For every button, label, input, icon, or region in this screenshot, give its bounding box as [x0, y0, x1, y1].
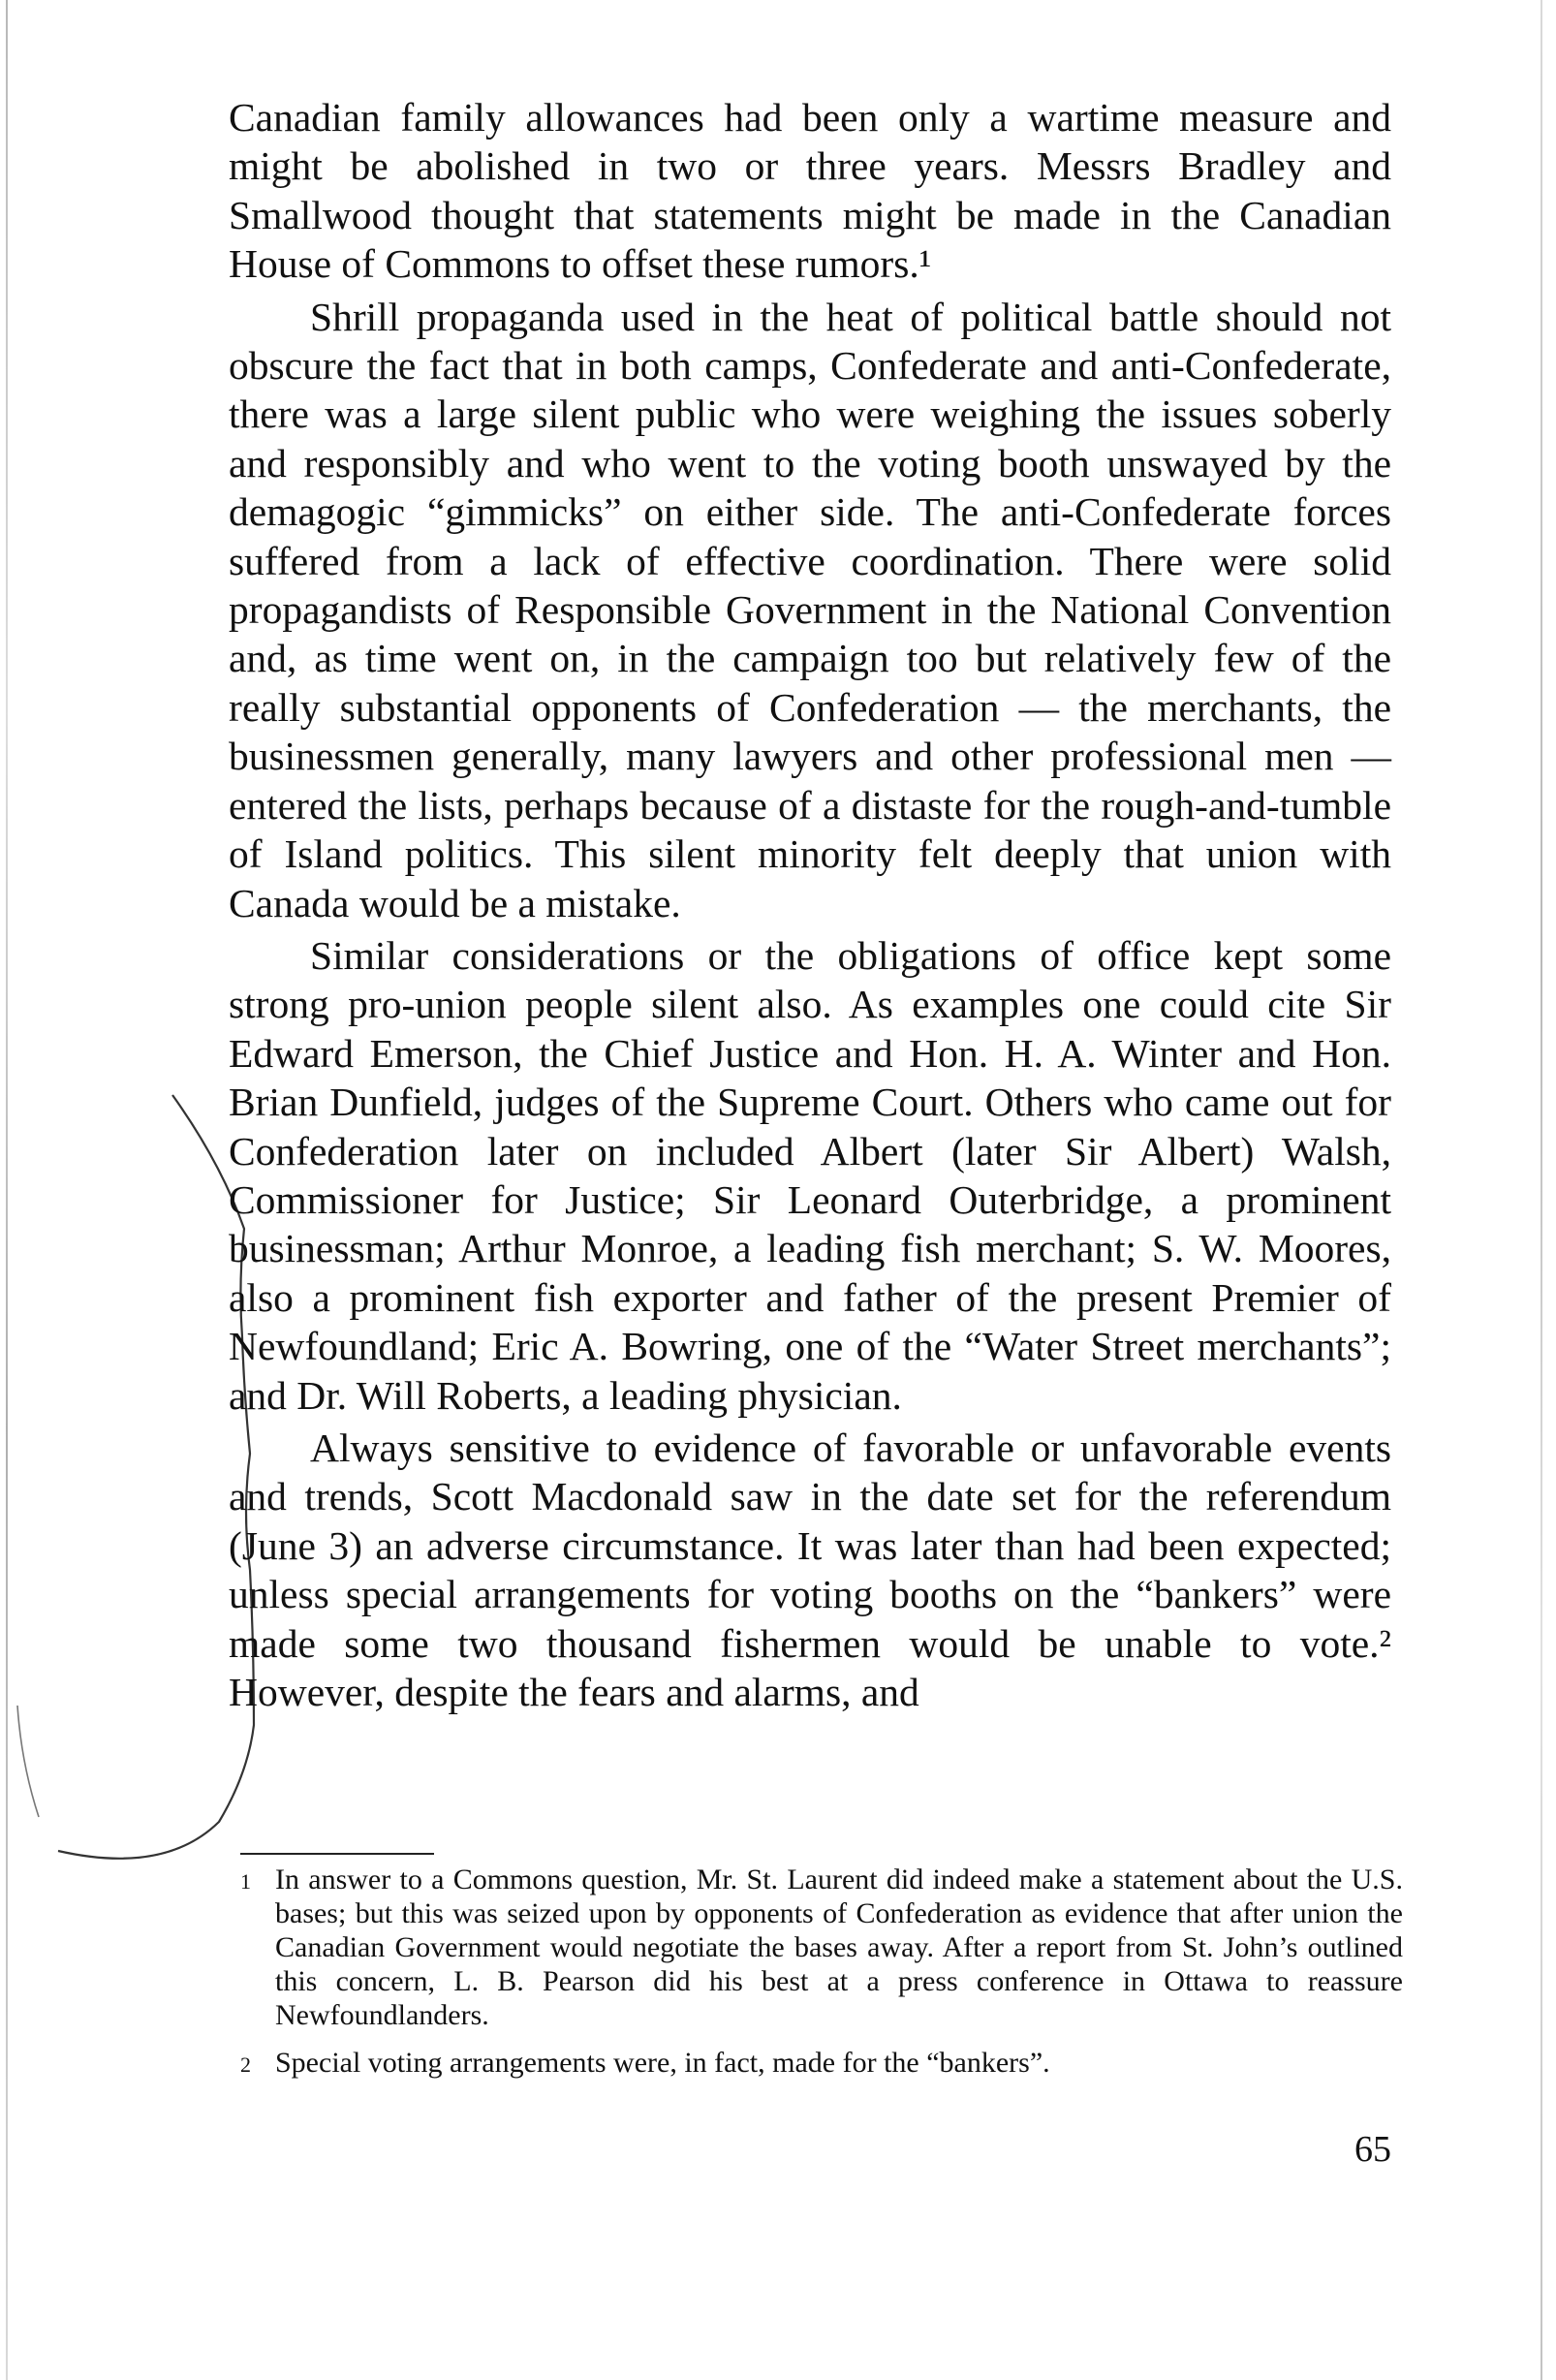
scan-edge-right: [1540, 0, 1542, 2380]
paragraph-similar-considerations: Similar considerations or the obligations of office kept some strong pro-union people silent also. As examples one could cite Sir Edward Emerson, the Chief Justice and Hon. H. A. Winter and Hon. Brian Dunfield, judges of the Supreme Court. Others who came out for Confederation later on included Albert (later Sir Albert) Walsh, Commissioner for Justice; Sir Leonard Outerbridge, a prominent businessman; Arthur Monroe, a leading fish merchant; S. W. Moores, also a prominent fish exporter and father of the present Premier of Newfoundland; Eric A. Bowring, one of the “Water Street merchants”; and Dr. Will Roberts, a leading physician.: [229, 932, 1391, 1418]
page-number: 65: [1354, 2129, 1391, 2170]
body-text: [229, 93, 1391, 1720]
footnote-1: [240, 1863, 1403, 2032]
footnotes: [240, 1863, 1403, 2093]
footnote-text: In answer to a Commons question, Mr. St. Laurent did indeed make a statement about the U.S. bases; but this was seized upon by opponents of Confederation as evidence that after union the Canadian Government would negotiate the bases away. After a report from St. John’s outlined this concern, L. B. Pearson did his best at a press conference in Ottawa to reassure Newfoundlanders.: [275, 1863, 1403, 2031]
paragraph-shrill-propaganda: Shrill propaganda used in the heat of political battle should not obscure the fact that in both camps, Confederate and anti-Confederate, there was a large silent public who were weighing the issues soberly and responsibly and who went to the voting booth unswayed by the demagogic “gimmicks” on either side. The anti-Confederate forces suffered from a lack of effective coordination. There were solid propagandists of Responsible Government in the National Convention and, as time went on, in the campaign too but relatively few of the really substantial opponents of Confederation — the merchants, the businessmen generally, many lawyers and other professional men — entered the lists, perhaps because of a distaste for the rough-and-tumble of Island politics. This silent minority felt deeply that union with Canada would be a mistake.: [229, 294, 1391, 925]
footnote-2: [240, 2046, 1403, 2080]
paragraph-always-sensitive: Always sensitive to evidence of favorable or unfavorable events and trends, Scott Macdonald saw in the date set for the referendum (June 3) an adverse circumstance. It was later than had been expected; unless special arrangements for voting booths on the “bankers” were made some two thousand fishermen would be unable to vote.² However, despite the fears and alarms, and: [229, 1425, 1391, 1714]
footnote-text: Special voting arrangements were, in fact, made for the “bankers”.: [275, 2047, 1050, 2079]
footnote-marker: 2: [240, 2052, 251, 2077]
scan-edge-left: [6, 0, 8, 2380]
footnote-marker: 1: [240, 1869, 251, 1894]
footnote-divider: [240, 1853, 434, 1855]
paragraph-continued: Canadian family allowances had been only a wartime measure and might be abolished in two or three years. Messrs Bradley and Smallwood thought that statements might be made in the Canadian House of Commons to offset these rumors.¹: [229, 95, 1391, 287]
